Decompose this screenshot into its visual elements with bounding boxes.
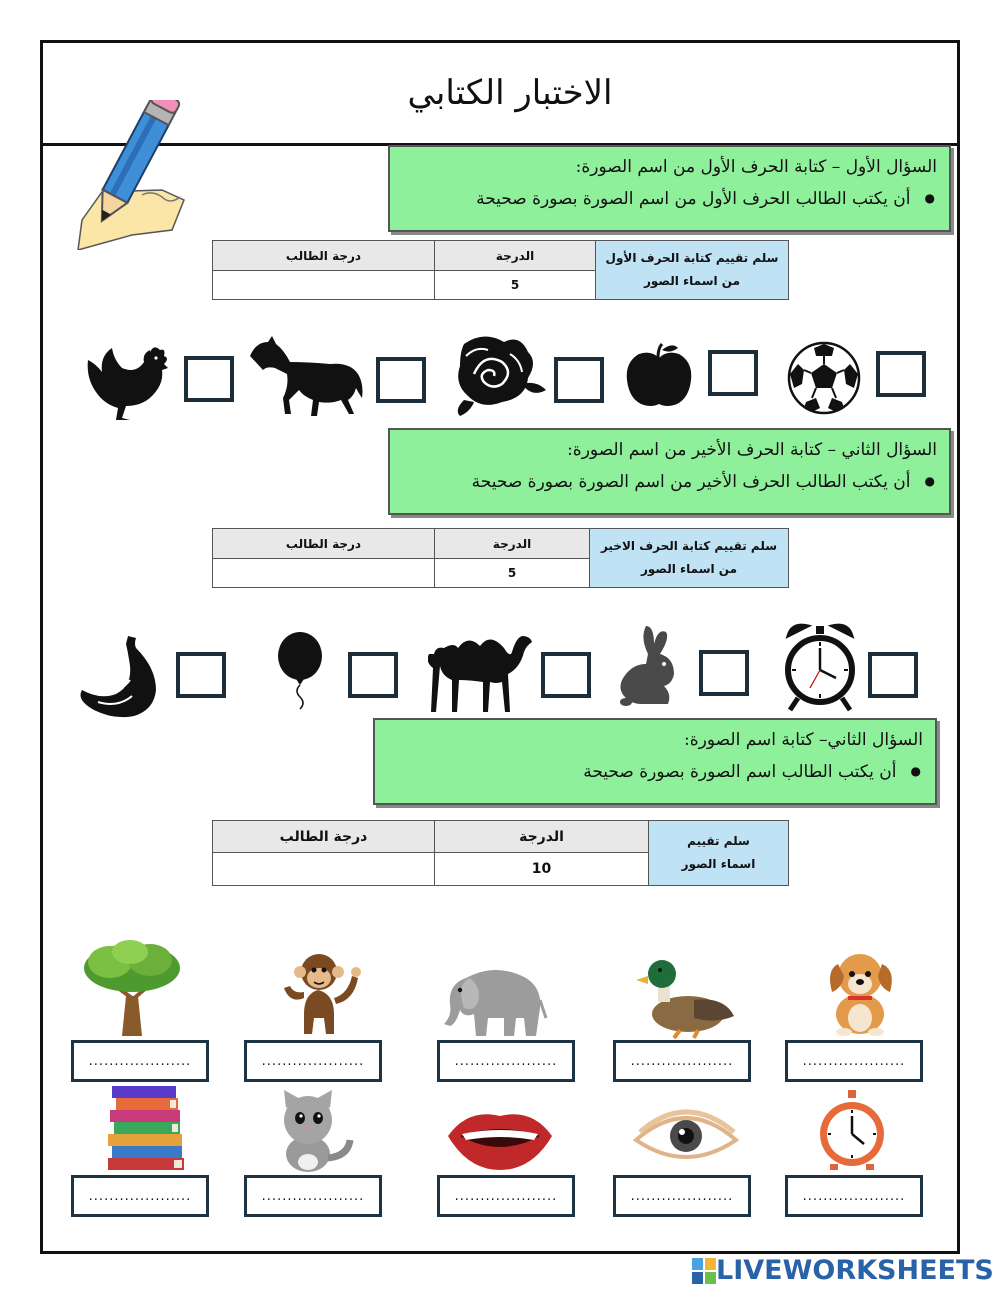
question-1-objective: ● أن يكتب الطالب الحرف الأول من اسم الصورة بصورة صحيحة <box>390 177 949 209</box>
logo-text: LIVEWORKSHEETS <box>716 1255 994 1286</box>
student-grade-header: درجة الطالب <box>213 529 435 559</box>
rooster-icon <box>72 342 172 420</box>
grade-value: 5 <box>435 271 596 300</box>
alarm-clock-icon <box>782 620 858 714</box>
page-title: الاختبار الكتابي <box>407 73 613 113</box>
clock-icon <box>816 1090 888 1172</box>
student-grade-input[interactable] <box>213 853 435 886</box>
eye-icon <box>632 1102 740 1172</box>
answer-checkbox[interactable] <box>184 356 234 402</box>
horse-icon <box>246 336 366 416</box>
student-grade-header: درجة الطالب <box>213 821 435 853</box>
question-3-title: السؤال الثاني– كتابة اسم الصورة: <box>684 730 923 750</box>
banana-icon <box>78 632 160 718</box>
answer-field[interactable]: .................... <box>785 1040 923 1082</box>
question-1-title: السؤال الأول – كتابة الحرف الأول من اسم الصورة: <box>575 157 937 177</box>
grade-value: 5 <box>435 559 590 588</box>
rabbit-icon <box>616 622 686 712</box>
question-3-objective: ● أن يكتب الطالب اسم الصورة بصورة صحيحة <box>375 750 935 782</box>
student-grade-header: درجة الطالب <box>213 241 435 271</box>
logo-blocks-icon <box>692 1258 716 1284</box>
question-1-box <box>388 145 951 232</box>
grade-header: الدرجة <box>435 241 596 271</box>
answer-field[interactable]: .................... <box>244 1175 382 1217</box>
answer-field[interactable]: .................... <box>613 1040 751 1082</box>
answer-checkbox[interactable] <box>876 351 926 397</box>
answer-field[interactable]: .................... <box>437 1175 575 1217</box>
soccer-ball-icon <box>786 340 862 416</box>
books-icon <box>104 1084 188 1174</box>
rose-icon <box>444 334 548 416</box>
puppy-icon <box>820 944 904 1038</box>
student-grade-input[interactable] <box>213 559 435 588</box>
monkey-icon <box>274 950 364 1038</box>
lips-icon <box>444 1108 556 1170</box>
camel-icon <box>428 634 534 714</box>
duck-icon <box>634 956 736 1040</box>
rubric-table-1 <box>212 240 789 300</box>
answer-field[interactable]: .................... <box>613 1175 751 1217</box>
answer-checkbox[interactable] <box>376 357 426 403</box>
elephant-icon <box>436 960 548 1040</box>
pencil-icon <box>72 100 192 250</box>
rubric-table-2 <box>212 528 789 588</box>
answer-field[interactable]: .................... <box>785 1175 923 1217</box>
liveworksheets-logo[interactable] <box>692 1255 994 1286</box>
answer-field[interactable]: .................... <box>437 1040 575 1082</box>
rubric-table-3 <box>212 820 789 886</box>
answer-checkbox[interactable] <box>348 652 398 698</box>
grade-header: الدرجة <box>435 821 649 853</box>
kitten-icon <box>270 1088 354 1174</box>
question-3-box <box>373 718 937 805</box>
answer-field[interactable]: .................... <box>244 1040 382 1082</box>
rubric-label: سلم تقييم اسماء الصور <box>649 821 789 886</box>
answer-field[interactable]: .................... <box>71 1175 209 1217</box>
grade-header: الدرجة <box>435 529 590 559</box>
answer-field[interactable]: .................... <box>71 1040 209 1082</box>
answer-checkbox[interactable] <box>541 652 591 698</box>
question-2-box <box>388 428 951 515</box>
grade-value: 10 <box>435 853 649 886</box>
balloon-icon <box>272 632 328 712</box>
rubric-label: سلم تقييم كتابة الحرف الأول من اسماء الصور <box>596 241 789 300</box>
answer-checkbox[interactable] <box>176 652 226 698</box>
question-2-title: السؤال الثاني – كتابة الحرف الأخير من اسم الصورة: <box>567 440 937 460</box>
question-2-objective: ● أن يكتب الطالب الحرف الأخير من اسم الصورة بصورة صحيحة <box>390 460 949 492</box>
tree-icon <box>80 938 184 1040</box>
answer-checkbox[interactable] <box>708 350 758 396</box>
answer-checkbox[interactable] <box>699 650 749 696</box>
student-grade-input[interactable] <box>213 271 435 300</box>
rubric-label: سلم تقييم كتابة الحرف الاخير من اسماء الصور <box>590 529 789 588</box>
answer-checkbox[interactable] <box>554 357 604 403</box>
apple-icon <box>624 342 694 408</box>
answer-checkbox[interactable] <box>868 652 918 698</box>
